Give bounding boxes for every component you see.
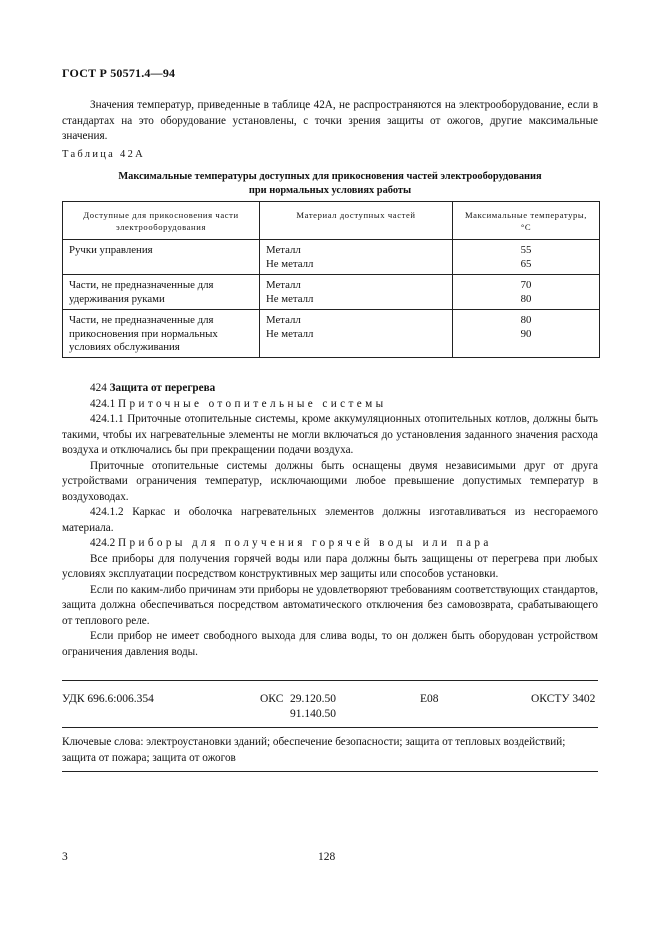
cell-temp <box>453 240 600 275</box>
section-paragraph: Если прибор не имеет свободного выхода для слива воды, то он должен быть оборудован устройством ограничения давления воды. <box>62 630 598 658</box>
temperature-table <box>62 201 600 358</box>
temp-nonmetal: 90 <box>520 327 532 340</box>
footer-udk: УДК 696.6:006.354 <box>62 693 154 705</box>
cell-part: Части, не предназначенные для прикосновения при нормальных условиях обслуживания <box>63 310 260 358</box>
footer-okstu: ОКСТУ 3402 <box>531 693 596 705</box>
header-cell-part: Доступные для прикосновения части электрооборудования <box>63 202 260 240</box>
footer-oks-code-1: 29.120.50 <box>290 693 336 705</box>
page-number-left: 3 <box>62 851 68 863</box>
table-header-row <box>63 202 600 240</box>
table-row <box>63 240 600 275</box>
footer-code: Е08 <box>420 693 439 705</box>
temp-metal: 55 <box>520 244 532 256</box>
material-metal: Металл <box>266 279 301 291</box>
cell-temp <box>453 310 600 358</box>
footer-divider-middle <box>62 727 598 728</box>
cell-part: Части, не предназначенные для удерживания руками <box>63 275 260 310</box>
section-number: 424 <box>90 382 107 394</box>
material-nonmetal: Не металл <box>266 327 314 340</box>
table-title <box>62 170 598 197</box>
subsection-heading <box>62 397 598 413</box>
subsection-heading <box>62 536 598 552</box>
section-paragraph: Приточные отопительные системы должны быть оснащены двумя независимыми друг от друга устройствами ограничения температур, исключающими любое превышение допустимых температур в воздуховодах. <box>62 459 598 503</box>
subsection-number: 424.2 <box>90 537 116 549</box>
temp-metal: 80 <box>520 314 532 326</box>
table-title-line1: Максимальные температуры доступных для прикосновения частей электрооборудования <box>118 171 542 182</box>
intro-text: Значения температур, приведенные в таблице 42А, не распространяются на электрооборудование, если в стандартах на это оборудование установлены, с точки зрения защиты от ожогов, другие максимальные значения. <box>62 99 598 142</box>
subsection-title: Приточные отопительные системы <box>117 397 387 410</box>
subsection-number: 424.1 <box>90 397 116 410</box>
material-metal: Металл <box>266 314 301 326</box>
material-nonmetal: Не металл <box>266 257 314 270</box>
cell-part: Ручки управления <box>63 240 260 275</box>
material-nonmetal: Не металл <box>266 292 314 305</box>
header-cell-temp: Максимальные температуры, °С <box>453 202 600 240</box>
temp-nonmetal: 80 <box>520 292 532 305</box>
footer-divider-top <box>62 680 598 681</box>
section-paragraph: Если по каким-либо причинам эти приборы не удовлетворяют требованиям соответствующих стандартов, защита должна обеспечиваться посредством автоматического отключения без самовозврата, срабатывающего от теплового реле. <box>62 583 598 627</box>
temp-nonmetal: 65 <box>520 257 532 270</box>
cell-material <box>260 240 453 275</box>
page-number-center: 128 <box>318 851 336 863</box>
footer-divider-bottom <box>62 771 598 772</box>
table-row <box>63 310 600 358</box>
footer-oks-code-2: 91.140.50 <box>290 708 336 720</box>
section-paragraph: 424.1.2 Каркас и оболочка нагревательных элементов должны изготавливаться из несгораемого материала. <box>62 506 598 534</box>
section-paragraph: 424.1.1 Приточные отопительные системы, кроме аккумуляционных отопительных котлов, должны быть такими, чтобы их нагревательные элементы не могли включаться до установления заданного значения расхода воздуха и отключались бы при прекращении подачи воздуха. <box>62 413 598 456</box>
cell-material <box>260 310 453 358</box>
footer-keywords: Ключевые слова: электроустановки зданий; обеспечение безопасности; защита от тепловых воздействий; защита от пожара; защита от ожогов <box>62 736 566 764</box>
cell-material <box>260 275 453 310</box>
header-cell-material: Материал доступных частей <box>260 202 453 240</box>
section-paragraph: Все приборы для получения горячей воды или пара должны быть защищены от перегрева при любых условиях эксплуатации посредством конструктивных мер защиты или способов установки. <box>62 552 598 580</box>
table-title-line2: при нормальных условиях работы <box>248 184 412 196</box>
subsection-title: Приборы для получения горячей воды или пара <box>117 537 492 549</box>
table-caption: Таблица 42А <box>62 149 146 160</box>
temp-metal: 70 <box>520 279 532 291</box>
table-row <box>63 275 600 310</box>
intro-paragraph <box>62 98 598 145</box>
document-header: ГОСТ Р 50571.4—94 <box>62 66 176 80</box>
section-heading <box>62 381 598 397</box>
section-title: Защита от перегрева <box>109 382 216 394</box>
section-424 <box>62 381 598 660</box>
material-metal: Металл <box>266 244 301 256</box>
footer-oks-label: ОКС <box>260 693 284 705</box>
cell-temp <box>453 275 600 310</box>
